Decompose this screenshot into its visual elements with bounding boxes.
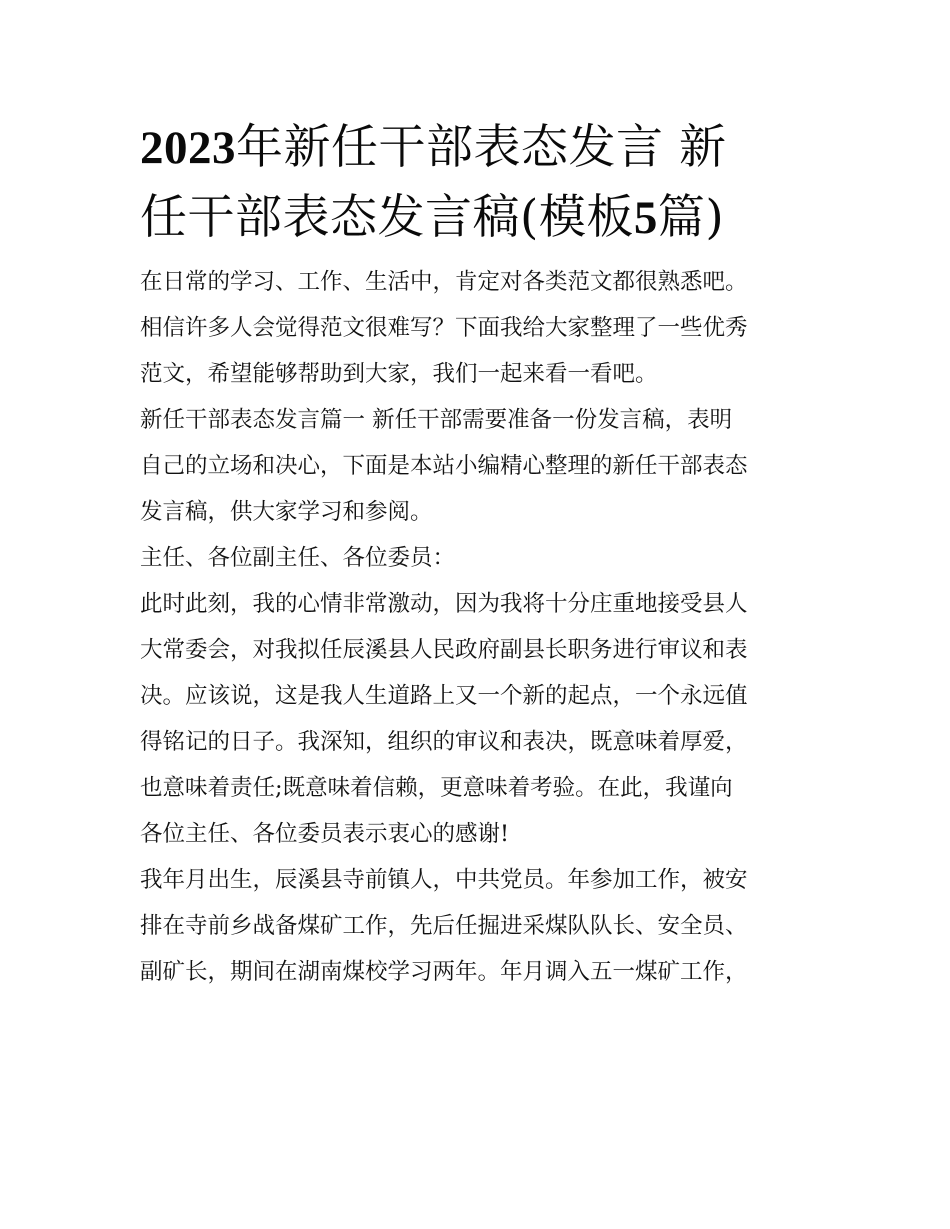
- document-title: [140, 113, 830, 253]
- text-line: 我年月出生，辰溪县寺前镇人，中共党员。年参加工作，被安: [140, 867, 748, 893]
- text-line: 各位主任、各位委员表示衷心的感谢!: [140, 821, 510, 847]
- title-line: 2023年新任干部表态发言 新: [140, 120, 727, 175]
- text-line: 也意味着责任;既意味着信赖，更意味着考验。在此，我谨向: [140, 775, 733, 801]
- body-paragraph: [140, 581, 830, 857]
- text-line: 新任干部表态发言篇一 新任干部需要准备一份发言稿，表明: [140, 407, 733, 433]
- salutation-paragraph: [140, 535, 830, 581]
- text-line: 大常委会，对我拟任辰溪县人民政府副县长职务进行审议和表: [140, 637, 748, 663]
- text-line: 在日常的学习、工作、生活中，肯定对各类范文都很熟悉吧。: [140, 269, 748, 295]
- text-line: 副矿长，期间在湖南煤校学习两年。年月调入五一煤矿工作，: [140, 959, 748, 985]
- document-body: [140, 113, 830, 995]
- text-line: 主任、各位副主任、各位委员：: [140, 545, 456, 571]
- section-intro-paragraph: [140, 397, 830, 535]
- body-paragraph: [140, 857, 830, 995]
- text-line: 排在寺前乡战备煤矿工作，先后任掘进采煤队队长、安全员、: [140, 913, 748, 939]
- text-line: 发言稿，供大家学习和参阅。: [140, 499, 433, 525]
- intro-paragraph: [140, 259, 830, 397]
- text-line: 此时此刻，我的心情非常激动，因为我将十分庄重地接受县人: [140, 591, 748, 617]
- text-line: 得铭记的日子。我深知，组织的审议和表决，既意味着厚爱，: [140, 729, 748, 755]
- text-line: 范文，希望能够帮助到大家，我们一起来看一看吧。: [140, 361, 658, 387]
- text-line: 自己的立场和决心，下面是本站小编精心整理的新任干部表态: [140, 453, 748, 479]
- text-line: 相信许多人会觉得范文很难写？下面我给大家整理了一些优秀: [140, 315, 748, 341]
- title-line: 任干部表态发言稿(模板5篇): [140, 190, 725, 245]
- text-line: 决。应该说，这是我人生道路上又一个新的起点，一个永远值: [140, 683, 748, 709]
